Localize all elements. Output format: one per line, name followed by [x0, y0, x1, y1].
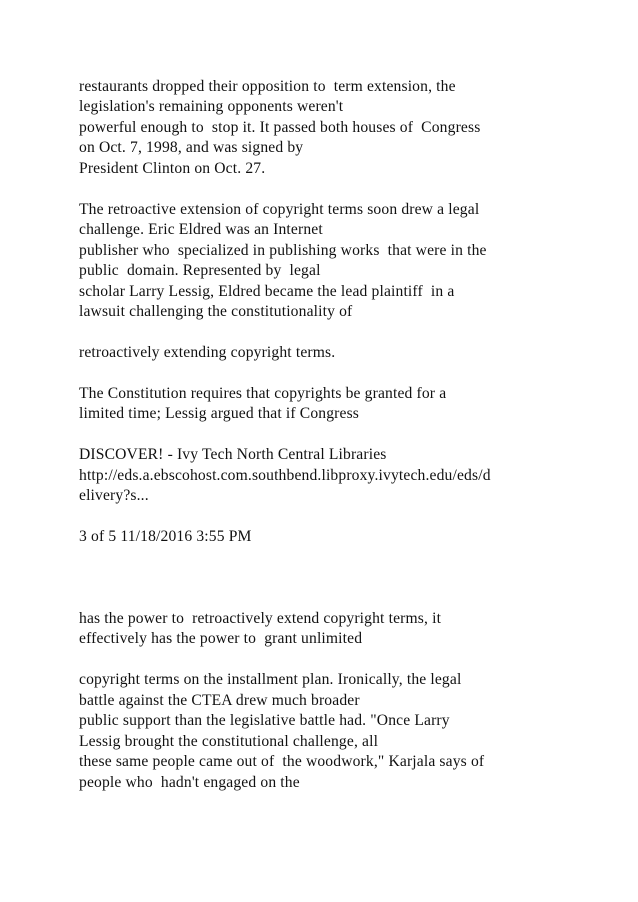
source-url: elivery?s...	[79, 487, 149, 504]
text-line: The Constitution requires that copyrights be granted for a	[79, 385, 447, 402]
text-line: on Oct. 7, 1998, and was signed by	[79, 139, 304, 156]
text-line: has the power to retroactively extend copyright terms, it	[79, 610, 442, 627]
text-line: copyright terms on the installment plan. Ironically, the legal	[79, 671, 462, 688]
text-line: public domain. Represented by legal	[79, 262, 321, 279]
text-line: people who hadn't engaged on the	[79, 774, 300, 791]
text-line: The retroactive extension of copyright terms soon drew a legal	[79, 201, 480, 218]
text-line: battle against the CTEA drew much broader	[79, 692, 360, 709]
text-line: these same people came out of the woodwork," Karjala says of	[79, 753, 485, 770]
text-line: public support than the legislative battle had. "Once Larry	[79, 712, 450, 729]
text-line: retroactively extending copyright terms.	[79, 344, 336, 361]
text-line: Lessig brought the constitutional challenge, all	[79, 733, 379, 750]
page-footer: 3 of 5 11/18/2016 3:55 PM	[79, 528, 252, 545]
text-line: challenge. Eric Eldred was an Internet	[79, 221, 323, 238]
text-line: publisher who specialized in publishing works that were in the	[79, 242, 487, 259]
text-line: scholar Larry Lessig, Eldred became the lead plaintiff in a	[79, 283, 455, 300]
text-line: legislation's remaining opponents weren't	[79, 98, 344, 115]
text-line: powerful enough to stop it. It passed both houses of Congress	[79, 119, 481, 136]
text-line: lawsuit challenging the constitutionality of	[79, 303, 353, 320]
text-line: limited time; Lessig argued that if Congress	[79, 405, 360, 422]
source-url: http://eds.a.ebscohost.com.southbend.libproxy.ivytech.edu/eds/d	[79, 467, 491, 484]
text-line: President Clinton on Oct. 27.	[79, 160, 266, 177]
text-line: restaurants dropped their opposition to term extension, the	[79, 78, 456, 95]
text-line: effectively has the power to grant unlimited	[79, 630, 363, 647]
source-title: DISCOVER! - Ivy Tech North Central Libraries	[79, 446, 387, 463]
